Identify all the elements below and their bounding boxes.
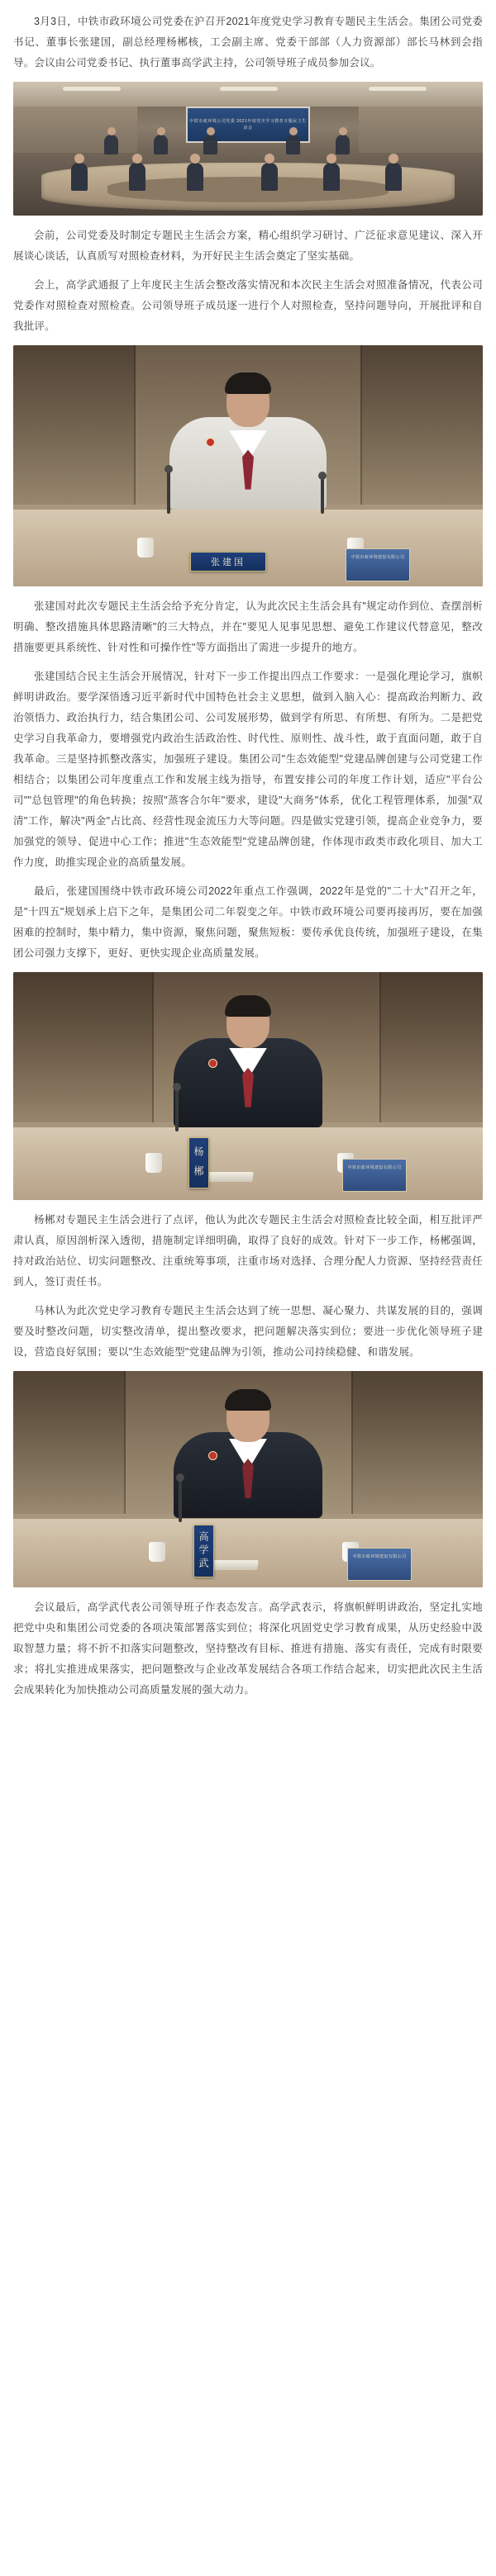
attendee [261, 163, 278, 191]
tea-cup [149, 1542, 165, 1562]
photo-meeting-room [13, 82, 483, 216]
paragraph-8: 马林认为此次党史学习教育专题民主生活会达到了统一思想、凝心聚力、共谋发展的目的，强调要及时整改问题，切实整改清单，提出整改要求，把问题解决落实到位；要进一步优化领导班子建设，营造良好氛围；要以"生态效能型"党建品牌为引领，推动公司持续稳健、和谐发展。 [13, 1305, 483, 1358]
speaker-figure [174, 1384, 322, 1518]
tea-cup [145, 1153, 162, 1173]
ceiling-light [63, 87, 121, 91]
paragraph-7: 杨郴对专题民主生活会进行了点评，他认为此次专题民主生活会对照检查比较全面，相互批评严肃认真，原因剖析深入透彻，措施制定详细明确，取得了良好的成效。针对下一步工作，杨郴强调，持对政治站位、切实问题整改、注重统筹事项，注重市场对选择、合理分配人力资源、坚持经营责任到人，签订责任书。 [13, 1214, 483, 1288]
hair [225, 1389, 271, 1411]
speaker-figure [169, 365, 327, 510]
nameplate-zhang-jianguo: 张建国 [190, 552, 266, 572]
screen-title: 中铁市政环境公司党委 2021年度党史学习教育专题民主生活会 [189, 119, 307, 130]
attendee [385, 163, 402, 191]
speaker-figure [174, 989, 322, 1127]
photo-zhang-jianguo-wrap [13, 345, 483, 586]
nameplate-yang-chen: 杨 郴 [188, 1137, 209, 1188]
wall-right [359, 107, 483, 153]
ceiling-light [220, 87, 278, 91]
company-emblem: 中铁市政环境建设有限公司 [342, 1159, 407, 1192]
ceiling [13, 82, 483, 107]
paragraph-6: 最后，张建国围绕中铁市政环境公司2022年重点工作强调，2022年是党的"二十大"召开之年，是"十四五"规划承上启下之年，是集团公司二年裂变之年。中铁市政环境公司要再接再厉，要在加强困难的控制时，集中精力，集中资源，聚焦问题，聚焦短板：要传承优良传统，加强班子建设，在集团公司强力支撑下，更好、更快实现企业高质量发展。 [13, 885, 483, 959]
microphone-icon [167, 471, 170, 514]
photo-yang-chen [13, 972, 483, 1200]
wall-panel-left [13, 345, 136, 505]
paragraph-9: 会议最后，高学武代表公司领导班子作表态发言。高学武表示，将旗帜鲜明讲政治，坚定扎实地把党中央和集团公司党委的各项决策部署落实到位；将深化巩固党史学习教育成果，从历史经验中汲取智慧力量；将不折不扣落实问题整改，坚持整改有目标、推进有措施、落实有责任，完成有时限要求；将扎实推进成果落实，把问题整改与企业改革发展结合各项工作结合起来，切实把此次民主生活会成果转化为加快推动公司高质量发展的强大动力。 [13, 1601, 483, 1696]
party-badge-icon [208, 1451, 217, 1460]
company-emblem: 中铁市政环境建设有限公司 [346, 548, 410, 581]
wall-panel-left [13, 972, 154, 1122]
table [13, 505, 483, 586]
wall-panel-right [360, 345, 483, 505]
attendee [336, 135, 350, 154]
attendee [104, 135, 118, 154]
tea-cup [137, 538, 154, 557]
table [13, 1122, 483, 1200]
attendee [286, 135, 300, 154]
table [13, 1514, 483, 1587]
microphone-icon [179, 1479, 182, 1522]
paragraph-4: 张建国对此次专题民主生活会给予充分肯定，认为此次民主生活会具有"规定动作到位、查摆剖析明确、整改措施具体思路清晰"的三大特点，并在"要见人见事见思想、避免工作建议代替意见，整改措施要更具系统性、针对性和可操作性"等方面指出了需进一步提升的地方。 [13, 600, 483, 653]
company-emblem: 中铁市政环境建设有限公司 [347, 1548, 412, 1581]
attendee [154, 135, 168, 154]
attendee [129, 163, 145, 191]
hair [225, 372, 271, 394]
microphone-icon [175, 1089, 179, 1131]
wall-panel-right [379, 972, 483, 1122]
microphone-icon [321, 477, 324, 514]
photo-meeting-room-wrap [13, 82, 483, 216]
attendee [187, 163, 203, 191]
photo-gao-xuewu [13, 1371, 483, 1587]
photo-gao-xuewu-wrap [13, 1371, 483, 1587]
paragraph-2: 会前，公司党委及时制定专题民主生活会方案，精心组织学习研讨、广泛征求意见建议、深入开展谈心谈话，认真质写对照检查材料，为开好民主生活会奠定了坚实基础。 [13, 230, 483, 262]
paragraph-3: 会上，高学武通报了上年度民主生活会整改落实情况和本次民主生活会对照准备情况，代表公司党委作对照检查对照检查。公司领导班子成员逐一进行个人对照检查，坚持问题导向，开展批评和自我批评。 [13, 279, 483, 332]
photo-zhang-jianguo [13, 345, 483, 586]
paragraph-5: 张建国结合民主生活会开展情况，针对下一步工作提出四点工作要求：一是强化理论学习，旗帜鲜明讲政治。要学深悟透习近平新时代中国特色社会主义思想，做到入脑入心：提高政治判断力、政治领悟力、政治执行力，结合集团公司、公司发展形势，做到学有所思、有所想、有所为。二是把党史学习自我革命力，要增强党内政治生活政治性、时代性、原则性、战斗性，敢于直面问题，敢于自我革命。三是坚持抓整改落实，加强班子建设。集团公司"生态效能型"党建品牌创建与公司党建工作相结合；以集团公司年度重点工作和发展主线为指导，布置安排公司的年度工作计划，适应"平台公司""总包管理"的角色转换；按照"蒸客合尔年"要求，建设"大商务"体系，优化工程管理体系，加强"双清"工作，解决"两金"占比高、经营性现金流压力大等问题。四是做实党建引领，提高企业竞争力，要加强党的领导、促进中心工作；推进"生态效能型"党建品牌创建，作体现市政类市政化项目、加大工作力度，助推实现企业的高质量发展。 [13, 671, 483, 868]
wall-panel-right [351, 1371, 483, 1514]
ceiling-light [369, 87, 427, 91]
nameplate-gao-xuewu: 高学武 [193, 1525, 214, 1577]
party-badge-icon [208, 1059, 217, 1068]
photo-yang-chen-wrap [13, 972, 483, 1200]
hair [225, 995, 271, 1017]
attendee [323, 163, 340, 191]
wall-left [13, 107, 137, 153]
attendee [203, 135, 217, 154]
party-badge-icon [206, 438, 215, 447]
attendee [71, 163, 88, 191]
wall-panel-left [13, 1371, 126, 1514]
table-inner [107, 177, 389, 202]
paragraph-1: 3月3日，中铁市政环境公司党委在沪召开2021年度党史学习教育专题民主生活会。集团公司党委书记、董事长张建国，副总经理杨郴核，工会副主席、党委干部部（人力资源部）部长马林到会指导。会议由公司党委书记、执行董事高学武主持，公司领导班子成员参加会议。 [13, 16, 483, 69]
